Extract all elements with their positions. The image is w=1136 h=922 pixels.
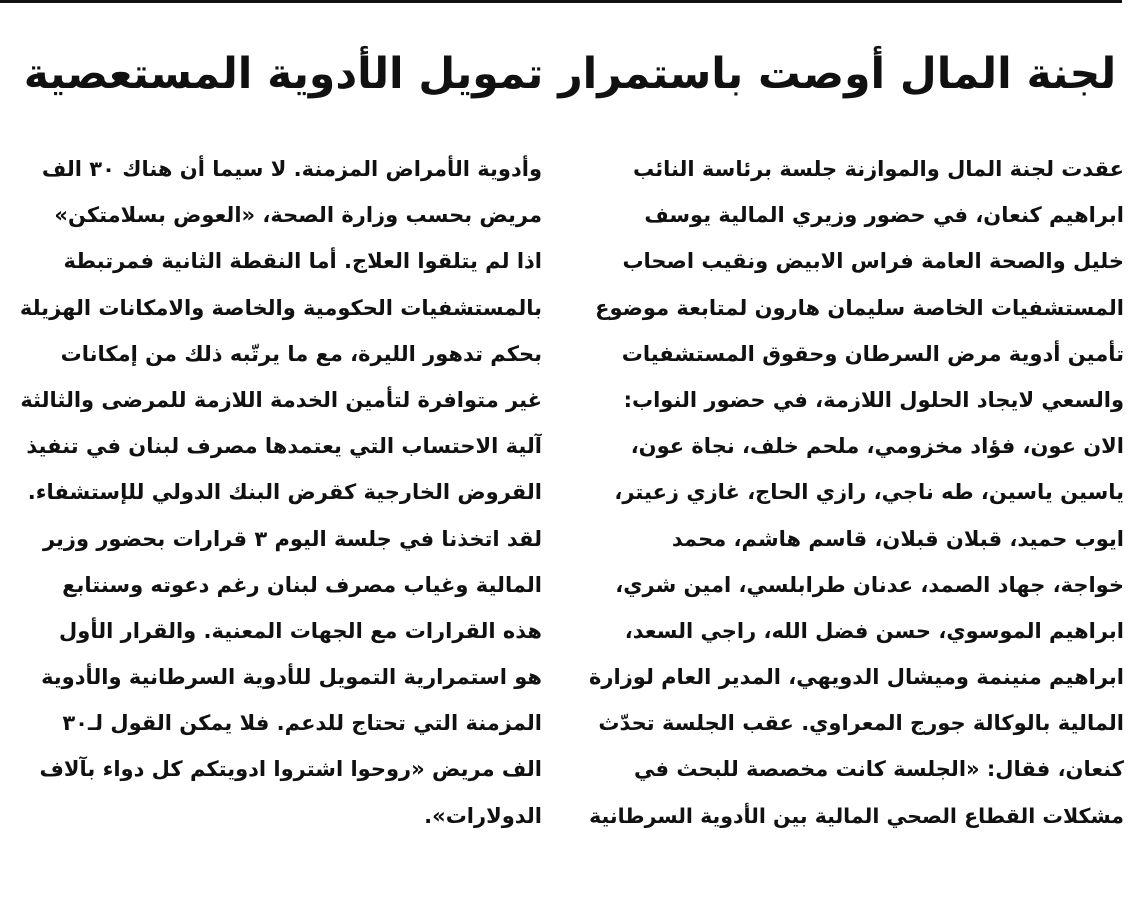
text-line: ابراهيم الموسوي، حسن فضل الله، راجي السعد، bbox=[624, 618, 1124, 643]
text-line: هذه القرارات مع الجهات المعنية. والقرار الأول bbox=[59, 618, 542, 643]
article-column-right bbox=[580, 146, 1124, 906]
text-line: ايوب حميد، قبلان قبلان، قاسم هاشم، محمد bbox=[671, 526, 1124, 551]
text-line: والسعي لايجاد الحلول اللازمة، في حضور النواب: bbox=[623, 387, 1124, 412]
text-line: المستشفيات الخاصة سليمان هارون لمتابعة موضوع bbox=[595, 295, 1124, 320]
text-line: كنعان، فقال: «الجلسة كانت مخصصة للبحث في bbox=[634, 757, 1124, 782]
text-line: وأدوية الأمراض المزمنة. لا سيما أن هناك ٣٠ الف bbox=[41, 157, 542, 181]
text-line: بالمستشفيات الحكومية والخاصة والامكانات الهزيلة bbox=[19, 295, 542, 320]
text-line: ابراهيم كنعان، في حضور وزيري المالية يوسف bbox=[644, 203, 1124, 228]
article-column-left bbox=[10, 146, 542, 906]
text-line: مريض بحسب وزارة الصحة، «العوض بسلامتكن» bbox=[54, 203, 542, 228]
text-line: الان عون، فؤاد مخزومي، ملحم خلف، نجاة عون، bbox=[630, 434, 1124, 459]
text-line: آلية الاحتساب التي يعتمدها مصرف لبنان في تنفيذ bbox=[26, 434, 542, 459]
text-line: الف مريض «روحوا اشتروا ادويتكم كل دواء بآلاف bbox=[39, 757, 542, 782]
text-line: القروض الخارجية كقرض البنك الدولي للإستشفاء. bbox=[27, 480, 542, 505]
text-line: مشكلات القطاع الصحي المالية بين الأدوية السرطانية bbox=[589, 803, 1124, 828]
text-line: الدولارات». bbox=[424, 803, 542, 828]
headline: لجنة المال أوصت باستمرار تمويل الأدوية المستعصية bbox=[23, 50, 1117, 99]
top-rule bbox=[0, 0, 1122, 3]
text-line: تأمين أدوية مرض السرطان وحقوق المستشفيات bbox=[621, 341, 1124, 366]
text-line: خليل والصحة العامة فراس الابيض ونقيب اصحاب bbox=[622, 249, 1124, 274]
text-line: المالية وغياب مصرف لبنان رغم دعوته وسنتابع bbox=[62, 572, 542, 597]
text-line: خواجة، جهاد الصمد، عدنان طرابلسي، امين شري، bbox=[615, 572, 1124, 597]
text-line: لقد اتخذنا في جلسة اليوم ٣ قرارات بحضور وزير bbox=[42, 526, 542, 551]
text-line: المالية بالوكالة جورج المعراوي. عقب الجلسة تحدّث bbox=[598, 711, 1124, 736]
text-line: هو استمرارية التمويل للأدوية السرطانية والأدوية bbox=[41, 665, 542, 690]
text-line: عقدت لجنة المال والموازنة جلسة برئاسة النائب bbox=[632, 157, 1124, 181]
text-line: ابراهيم منينمة وميشال الدويهي، المدير العام لوزارة bbox=[589, 665, 1124, 690]
text-line: اذا لم يتلقوا العلاج. أما النقطة الثانية فمرتبطة bbox=[63, 249, 542, 274]
text-line: ياسين ياسين، طه ناجي، رازي الحاج، غازي زعيتر، bbox=[614, 480, 1124, 505]
text-line: غير متوافرة لتأمين الخدمة اللازمة للمرضى والثالثة bbox=[20, 387, 542, 412]
text-line: المزمنة التي تحتاج للدعم. فلا يمكن القول لـ٣٠ bbox=[62, 711, 542, 736]
text-line: بحكم تدهور الليرة، مع ما يرتّبه ذلك من إمكانات bbox=[60, 341, 542, 366]
